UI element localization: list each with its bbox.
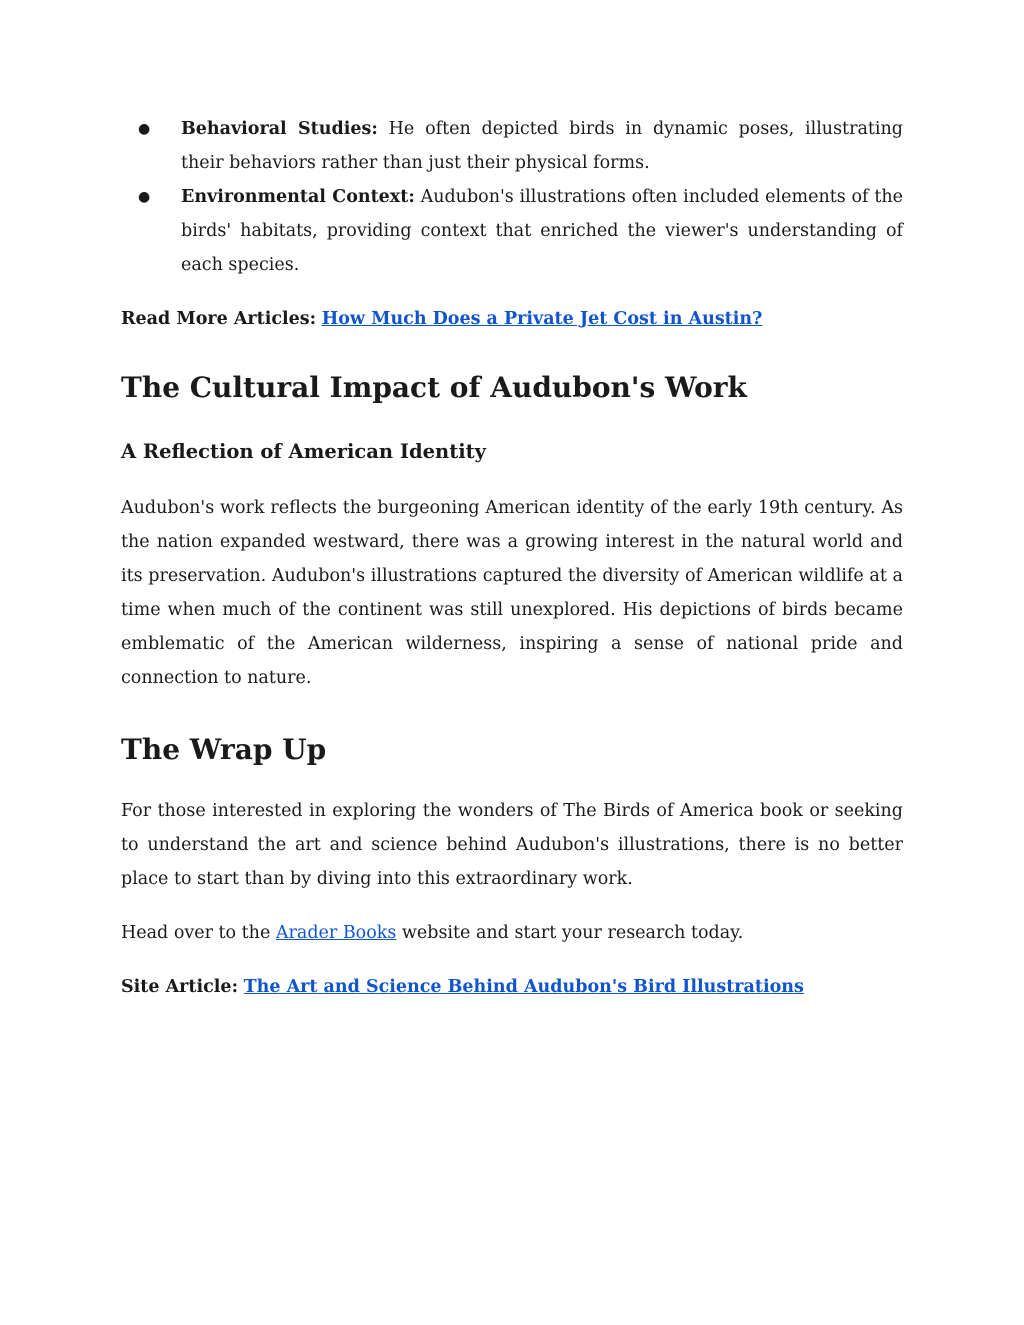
subheading-american-identity: A Reflection of American Identity <box>121 440 486 463</box>
read-more-link[interactable]: How Much Does a Private Jet Cost in Austin? <box>321 309 763 329</box>
cultural-paragraph: Audubon's work reflects the burgeoning American identity of the early 19th century. As the nation expanded westward, there was a growing interest in the natural world and its preservation. Audubon's illustrations captured the diversity of American wildlife at a time when much of the continent was still unexplored. His depictions of birds became emblematic of the American wilderness, inspiring a sense of national pride and connection to nature. <box>121 498 903 688</box>
list-item <box>121 180 903 282</box>
list-item-label: Behavioral Studies: <box>181 119 378 139</box>
section-heading-cultural: The Cultural Impact of Audubon's Work <box>121 371 747 404</box>
wrap-up-paragraph: For those interested in exploring the wonders of The Birds of America book or seeking to understand the art and science behind Audubon's illustrations, there is no better place to start than by diving into this extraordinary work. <box>121 801 903 889</box>
section-heading-wrap-up: The Wrap Up <box>121 733 327 766</box>
cta-paragraph <box>121 916 903 950</box>
bullet-icon: ● <box>138 121 151 137</box>
list-item-label: Environmental Context: <box>181 187 415 207</box>
cta-text-after: website and start your research today. <box>396 923 744 943</box>
feature-list <box>121 112 903 282</box>
arader-books-link[interactable]: Arader Books <box>275 923 397 943</box>
read-more-line <box>121 302 903 336</box>
document-page <box>121 112 903 1004</box>
list-item-text: Audubon's illustrations often included elements of the birds' habitats, providing context that enriched the viewer's understanding of each species. <box>181 187 903 275</box>
list-item-text: He often depicted birds in dynamic poses, illustrating their behaviors rather than just their physical forms. <box>181 119 903 173</box>
read-more-label: Read More Articles: <box>121 309 317 329</box>
list-item <box>121 112 903 180</box>
site-article-label: Site Article: <box>121 977 239 997</box>
bullet-icon: ● <box>138 189 151 205</box>
site-article-line <box>121 970 903 1004</box>
site-article-link[interactable]: The Art and Science Behind Audubon's Bird Illustrations <box>243 977 804 997</box>
cta-text-before: Head over to the <box>121 923 276 943</box>
